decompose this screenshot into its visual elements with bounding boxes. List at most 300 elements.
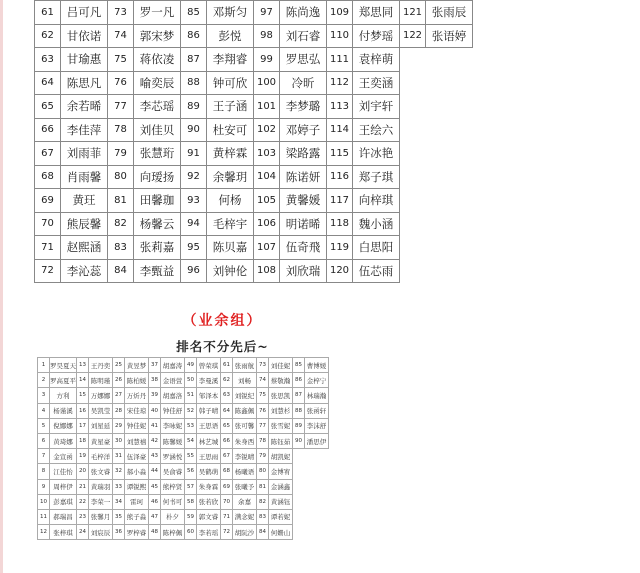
entry-name-cell: 郝小淼 [125,464,149,479]
entry-number-cell: 18 [77,433,89,448]
entry-number-cell: 55 [185,449,197,464]
entry-name-cell: 杨曦语 [233,464,257,479]
entry-name-cell: 黄涵钰 [269,494,293,509]
entry-name-cell: 刘慧禧 [125,433,149,448]
entry-number-cell [293,525,305,540]
entry-name-cell: 胡凯妮 [269,449,293,464]
entry-name-cell: 黄瑞羽 [89,479,113,494]
entry-number-cell: 2 [38,373,50,388]
entry-number-cell [293,494,305,509]
entry-number-cell: 33 [113,479,125,494]
entry-number-cell: 54 [185,433,197,448]
entry-name-cell: 宋佳琼 [125,403,149,418]
entry-name-cell: 李翔睿 [207,48,254,72]
entry-number-cell: 62 [35,24,61,48]
entry-number-cell: 95 [181,236,207,260]
entry-name-cell: 郝瑞昌 [50,509,77,524]
entry-name-cell: 张莉嘉 [134,236,181,260]
entry-name-cell: 刘雨菲 [61,142,108,166]
entry-name-cell: 金涵鑫 [269,479,293,494]
entry-number-cell: 56 [185,464,197,479]
entry-name-cell: 刘慧杉 [269,403,293,418]
entry-number-cell: 41 [149,418,161,433]
entry-number-cell: 88 [181,71,207,95]
entry-number-cell: 19 [77,449,89,464]
entry-name-cell: 金宣函 [50,449,77,464]
entry-number-cell: 38 [149,373,161,388]
entry-number-cell: 61 [35,1,61,25]
table-row [35,24,473,48]
entry-name-cell: 罗梓睿 [125,525,149,540]
entry-number-cell: 52 [185,403,197,418]
entry-name-cell: 刘畅 [233,373,257,388]
entry-number-cell: 26 [113,373,125,388]
entry-number-cell: 67 [221,449,233,464]
entry-number-cell: 32 [113,464,125,479]
entry-name-cell: 李沁蕊 [61,259,108,283]
entry-name-cell: 陈明瑾 [89,373,113,388]
table-row [35,1,473,25]
entry-number-cell: 91 [181,142,207,166]
top-name-table [34,0,473,283]
entry-number-cell: 62 [221,373,233,388]
entry-name-cell: 何杨 [207,189,254,213]
table-row [38,525,329,540]
entry-name-cell: 胡嘉洛 [161,388,185,403]
entry-name-cell: 刘锐纪 [233,388,257,403]
table-row [38,358,329,373]
entry-name-cell: 黄馨媛 [280,189,327,213]
entry-number-cell [400,165,426,189]
entry-number-cell: 10 [38,494,50,509]
table-row [38,433,329,448]
entry-number-cell: 94 [181,212,207,236]
entry-number-cell: 74 [108,24,134,48]
entry-name-cell: 蔡敬瀚 [269,373,293,388]
entry-name-cell: 梁路露 [280,142,327,166]
entry-number-cell: 68 [35,165,61,189]
entry-number-cell: 97 [254,1,280,25]
entry-number-cell: 70 [35,212,61,236]
entry-name-cell: 钟佳妮 [125,418,149,433]
page-margin-rule [0,0,3,573]
entry-name-cell: 金梓宁 [305,373,329,388]
entry-number-cell: 15 [77,388,89,403]
entry-name-cell: 李咏妮 [161,418,185,433]
entry-number-cell: 3 [38,388,50,403]
entry-name-cell [426,142,473,166]
entry-number-cell: 96 [181,259,207,283]
entry-name-cell: 张函轩 [305,403,329,418]
entry-name-cell: 王奕涵 [353,71,400,95]
entry-number-cell: 59 [185,509,197,524]
entry-number-cell: 69 [221,479,233,494]
entry-number-cell: 113 [327,95,353,119]
entry-name-cell: 谭锐熙 [125,479,149,494]
entry-number-cell: 1 [38,358,50,373]
entry-number-cell: 61 [221,358,233,373]
entry-number-cell: 72 [35,259,61,283]
entry-number-cell: 85 [181,1,207,25]
entry-number-cell: 120 [327,259,353,283]
entry-name-cell: 王思语 [197,418,221,433]
entry-name-cell: 何书可 [161,494,185,509]
entry-name-cell: 熊子淼 [125,509,149,524]
entry-number-cell: 25 [113,358,125,373]
entry-number-cell [400,48,426,72]
entry-number-cell: 79 [257,449,269,464]
entry-name-cell: 潘思伊 [305,433,329,448]
table-row [38,464,329,479]
entry-name-cell: 许冰艳 [353,142,400,166]
entry-name-cell: 朴夕 [161,509,185,524]
entry-name-cell: 王绘六 [353,118,400,142]
entry-name-cell: 张文睿 [89,464,113,479]
entry-name-cell: 曾荣琪 [197,358,221,373]
entry-name-cell: 满念妮 [233,509,257,524]
entry-number-cell: 68 [221,464,233,479]
entry-name-cell: 雷珂 [125,494,149,509]
entry-number-cell: 40 [149,403,161,418]
entry-number-cell: 76 [257,403,269,418]
entry-name-cell: 李芯瑶 [134,95,181,119]
entry-name-cell: 李锐晴 [233,449,257,464]
entry-name-cell: 郭文睿 [197,509,221,524]
entry-name-cell: 陈尚逸 [280,1,327,25]
entry-number-cell: 53 [185,418,197,433]
entry-name-cell: 张慧珩 [134,142,181,166]
entry-number-cell: 37 [149,358,161,373]
entry-number-cell: 20 [77,464,89,479]
entry-name-cell: 李荣一 [89,494,113,509]
entry-name-cell: 罗涵悦 [161,449,185,464]
entry-name-cell: 张雪妮 [269,418,293,433]
entry-number-cell: 71 [221,509,233,524]
entry-name-cell: 钟可欣 [207,71,254,95]
entry-name-cell [426,48,473,72]
entry-number-cell: 79 [108,142,134,166]
entry-name-cell: 林瑞瀚 [305,388,329,403]
entry-number-cell [400,118,426,142]
entry-name-cell: 王丹奕 [89,358,113,373]
entry-name-cell: 周梓伊 [50,479,77,494]
entry-name-cell: 金语萱 [161,373,185,388]
entry-name-cell: 魏小涵 [353,212,400,236]
entry-name-cell: 谭若妮 [269,509,293,524]
entry-name-cell: 毛梓洋 [89,449,113,464]
entry-number-cell: 87 [293,388,305,403]
entry-name-cell: 陈贝嘉 [207,236,254,260]
entry-number-cell: 46 [149,494,161,509]
entry-number-cell: 81 [257,479,269,494]
entry-number-cell: 42 [149,433,161,448]
table-row [35,212,473,236]
entry-number-cell: 8 [38,464,50,479]
entry-name-cell: 杜安可 [207,118,254,142]
entry-name-cell: 朱身西 [233,433,257,448]
entry-name-cell: 张雨航 [233,358,257,373]
entry-number-cell: 102 [254,118,280,142]
entry-name-cell: 张梓琪 [50,525,77,540]
table-row [35,165,473,189]
entry-name-cell: 罗昊夏天 [50,358,77,373]
table-row [38,403,329,418]
entry-number-cell: 64 [35,71,61,95]
entry-number-cell: 24 [77,525,89,540]
entry-number-cell: 84 [108,259,134,283]
table-row [35,48,473,72]
entry-name-cell: 曹博媛 [305,358,329,373]
entry-number-cell: 101 [254,95,280,119]
entry-number-cell: 44 [149,464,161,479]
entry-number-cell: 99 [254,48,280,72]
entry-name-cell: 郑子琪 [353,165,400,189]
entry-number-cell [400,95,426,119]
entry-number-cell: 111 [327,48,353,72]
entry-number-cell: 83 [108,236,134,260]
entry-name-cell: 甘依诺 [61,24,108,48]
entry-name-cell [426,236,473,260]
entry-number-cell: 78 [108,118,134,142]
entry-number-cell: 98 [254,24,280,48]
entry-number-cell: 108 [254,259,280,283]
entry-name-cell: 钟佳舒 [161,403,185,418]
entry-number-cell: 105 [254,189,280,213]
entry-number-cell: 89 [181,95,207,119]
entry-name-cell: 熊辰馨 [61,212,108,236]
entry-number-cell: 89 [293,418,305,433]
entry-number-cell: 22 [77,494,89,509]
entry-name-cell: 李佳萍 [61,118,108,142]
entry-number-cell [293,449,305,464]
entry-name-cell: 向梓琪 [353,189,400,213]
entry-number-cell: 104 [254,165,280,189]
entry-number-cell: 63 [221,388,233,403]
entry-number-cell: 50 [185,373,197,388]
table-row [38,494,329,509]
entry-name-cell: 余嘉 [233,494,257,509]
entry-number-cell: 17 [77,418,89,433]
entry-name-cell: 邓婷子 [280,118,327,142]
entry-number-cell: 58 [185,494,197,509]
entry-name-cell: 胡阮沙 [233,525,257,540]
entry-name-cell: 向瑷扬 [134,165,181,189]
entry-name-cell: 杨馨云 [134,212,181,236]
entry-name-cell: 田馨珈 [134,189,181,213]
entry-name-cell: 倪娜娜 [50,418,77,433]
entry-number-cell: 73 [257,358,269,373]
entry-number-cell: 114 [327,118,353,142]
entry-number-cell: 82 [108,212,134,236]
entry-number-cell: 73 [108,1,134,25]
entry-number-cell: 85 [293,358,305,373]
table-row [38,509,329,524]
entry-name-cell: 袁梓萌 [353,48,400,72]
entry-number-cell: 75 [108,48,134,72]
entry-name-cell: 韩子晴 [197,403,221,418]
entry-number-cell [400,71,426,95]
entry-name-cell: 张语婷 [426,24,473,48]
entry-number-cell: 80 [257,464,269,479]
entry-name-cell: 罗思弘 [280,48,327,72]
entry-name-cell: 肖雨馨 [61,165,108,189]
entry-name-cell: 赵熙涵 [61,236,108,260]
entry-name-cell: 方利 [50,388,77,403]
entry-number-cell: 92 [181,165,207,189]
entry-name-cell: 张思凯 [269,388,293,403]
entry-number-cell: 103 [254,142,280,166]
entry-name-cell: 黄星豪 [89,433,113,448]
entry-number-cell: 30 [113,433,125,448]
entry-name-cell: 郭宋梦 [134,24,181,48]
entry-name-cell: 刘石睿 [280,24,327,48]
entry-number-cell: 39 [149,388,161,403]
entry-number-cell: 64 [221,403,233,418]
entry-name-cell: 王子涵 [207,95,254,119]
entry-name-cell [426,95,473,119]
entry-name-cell: 李甄益 [134,259,181,283]
entry-number-cell: 65 [35,95,61,119]
entry-name-cell: 蒋依凌 [134,48,181,72]
entry-number-cell: 117 [327,189,353,213]
entry-number-cell [293,479,305,494]
entry-number-cell: 51 [185,388,197,403]
entry-number-cell [400,236,426,260]
table-row [38,418,329,433]
entry-name-cell: 张曦予 [233,479,257,494]
entry-number-cell: 35 [113,509,125,524]
entry-number-cell [293,509,305,524]
entry-name-cell: 毛梓宇 [207,212,254,236]
entry-name-cell: 杨谨溪 [50,403,77,418]
entry-number-cell: 16 [77,403,89,418]
entry-name-cell: 何姗山 [269,525,293,540]
table-row [35,71,473,95]
entry-name-cell: 刘欣瑞 [280,259,327,283]
entry-name-cell: 吴鹤萌 [197,464,221,479]
entry-number-cell: 13 [77,358,89,373]
entry-number-cell: 70 [221,494,233,509]
entry-name-cell: 吴俞睿 [161,464,185,479]
entry-number-cell: 6 [38,433,50,448]
entry-name-cell: 刘宸辰 [89,525,113,540]
entry-number-cell: 60 [185,525,197,540]
entry-name-cell: 伍芯雨 [353,259,400,283]
entry-name-cell: 黄昱梦 [125,358,149,373]
entry-number-cell: 110 [327,24,353,48]
table-row [35,118,473,142]
entry-name-cell: 喻奕辰 [134,71,181,95]
entry-name-cell: 张馨月 [89,509,113,524]
table-row [38,388,329,403]
entry-number-cell: 9 [38,479,50,494]
entry-name-cell: 刘佳妮 [269,358,293,373]
table-row [35,142,473,166]
amateur-name-table [37,357,329,540]
entry-name-cell [426,189,473,213]
entry-name-cell: 李若瑶 [197,525,221,540]
entry-name-cell: 陈诺妍 [280,165,327,189]
entry-number-cell: 36 [113,525,125,540]
entry-number-cell: 87 [181,48,207,72]
entry-name-cell: 熊梓贤 [161,479,185,494]
entry-number-cell [293,464,305,479]
entry-number-cell: 12 [38,525,50,540]
entry-number-cell [400,142,426,166]
entry-name-cell [426,71,473,95]
entry-number-cell [400,189,426,213]
entry-number-cell: 76 [108,71,134,95]
entry-name-cell: 陈柏媛 [125,373,149,388]
entry-name-cell: 伍奇飛 [280,236,327,260]
entry-number-cell: 86 [181,24,207,48]
entry-number-cell [400,212,426,236]
entry-name-cell: 罗高夏平 [50,373,77,388]
entry-number-cell: 80 [108,165,134,189]
entry-name-cell: 李梦璐 [280,95,327,119]
entry-name-cell: 陈馨媛 [161,433,185,448]
entry-name-cell [426,165,473,189]
entry-number-cell: 4 [38,403,50,418]
entry-number-cell: 115 [327,142,353,166]
entry-number-cell: 29 [113,418,125,433]
entry-number-cell: 71 [35,236,61,260]
entry-number-cell: 121 [400,1,426,25]
entry-number-cell: 57 [185,479,197,494]
entry-name-cell: 陈鑫佩 [233,403,257,418]
entry-name-cell: 彭悦 [207,24,254,48]
entry-name-cell: 彭嘉琪 [50,494,77,509]
entry-number-cell: 75 [257,388,269,403]
entry-name-cell [426,118,473,142]
entry-number-cell: 66 [221,433,233,448]
entry-name-cell: 吴凯莹 [89,403,113,418]
entry-name-cell: 张可馨 [233,418,257,433]
entry-name-cell: 邓斯匀 [207,1,254,25]
entry-number-cell: 112 [327,71,353,95]
entry-number-cell: 90 [181,118,207,142]
entry-name-cell: 林艺城 [197,433,221,448]
entry-name-cell: 白思阳 [353,236,400,260]
entry-name-cell: 冷昕 [280,71,327,95]
entry-name-cell: 陈梓佩 [161,525,185,540]
table-row [35,95,473,119]
entry-name-cell: 邹泽本 [197,388,221,403]
entry-name-cell: 刘佳贝 [134,118,181,142]
entry-name-cell: 江佳怡 [50,464,77,479]
entry-number-cell: 28 [113,403,125,418]
entry-number-cell: 77 [257,418,269,433]
entry-number-cell: 11 [38,509,50,524]
entry-number-cell: 82 [257,494,269,509]
entry-name-cell: 陈思凡 [61,71,108,95]
entry-name-cell: 甘瑜惠 [61,48,108,72]
entry-name-cell: 黄琦娜 [50,433,77,448]
entry-number-cell: 72 [221,525,233,540]
entry-number-cell: 47 [149,509,161,524]
entry-name-cell: 明诺晞 [280,212,327,236]
entry-number-cell: 119 [327,236,353,260]
entry-name-cell: 刘星延 [89,418,113,433]
entry-name-cell: 张雨辰 [426,1,473,25]
entry-name-cell: 胡嘉涛 [161,358,185,373]
entry-name-cell: 陈钰茹 [269,433,293,448]
entry-number-cell: 45 [149,479,161,494]
entry-name-cell: 黄玨 [61,189,108,213]
entry-name-cell: 黄梓霖 [207,142,254,166]
entry-number-cell: 27 [113,388,125,403]
entry-number-cell: 43 [149,449,161,464]
